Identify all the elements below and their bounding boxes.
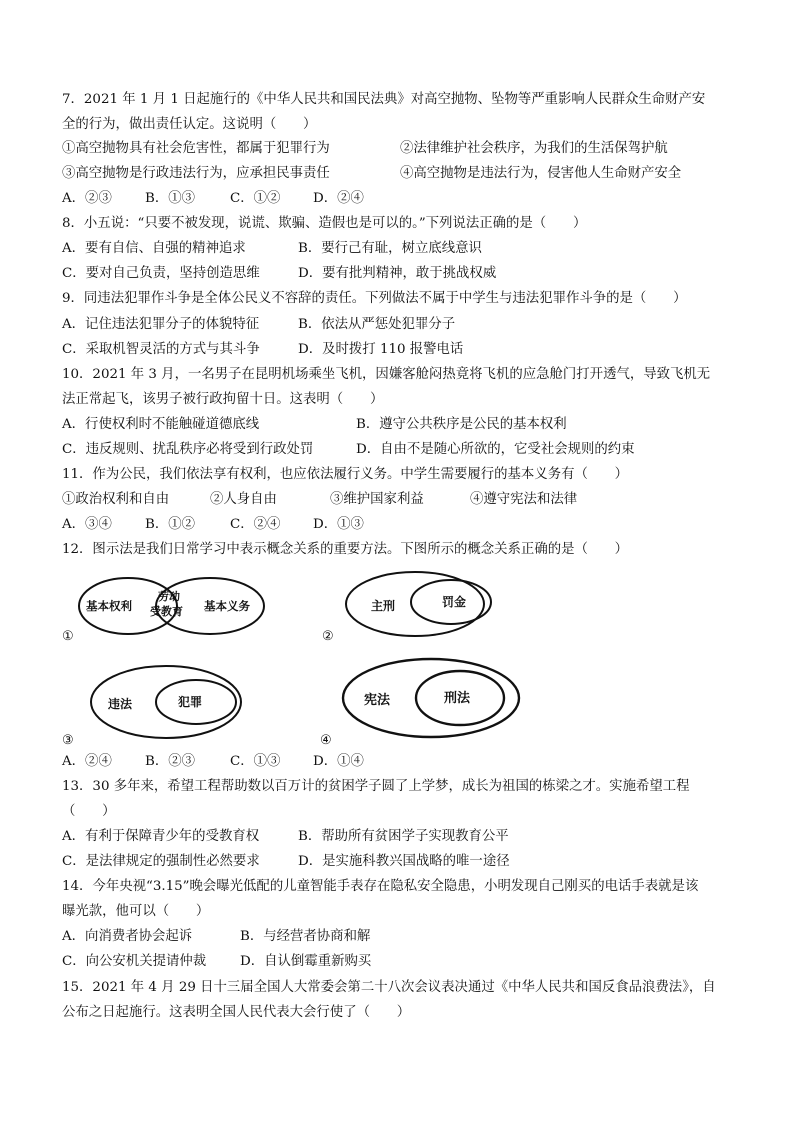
diagram-3-number: ③ bbox=[62, 733, 74, 748]
diagram-4 bbox=[320, 659, 519, 748]
q13-option-b: B．帮助所有贫困学子实现教育公平 bbox=[298, 829, 509, 844]
diagram-2-outer-label: 主刑 bbox=[371, 599, 396, 613]
q11-option-1: ①政治权利和自由 bbox=[62, 492, 170, 507]
q13-stem-line2: （ ） bbox=[62, 804, 116, 819]
diagram-1-mid-label-1: 劳动 bbox=[158, 590, 180, 603]
diagram-4-number: ④ bbox=[320, 733, 332, 748]
q12-stem: 12．图示法是我们日常学习中表示概念关系的重要方法。下图所示的概念关系正确的是（ ） bbox=[62, 542, 629, 557]
q12-answer-c: C．①③ bbox=[230, 754, 281, 769]
q7-stem-line2: 全的行为，做出责任认定。这说明（ ） bbox=[62, 117, 317, 132]
q7-option-3: ③高空抛物是行政违法行为，应承担民事责任 bbox=[62, 166, 330, 181]
q13-option-d: D．是实施科教兴国战略的唯一途径 bbox=[298, 854, 510, 869]
diagram-3-outer-label: 违法 bbox=[108, 697, 133, 711]
q11-option-4: ④遵守宪法和法律 bbox=[470, 492, 578, 507]
q15-stem-line2: 公布之日起施行。这表明全国人民代表大会行使了（ ） bbox=[62, 1005, 411, 1020]
diagram-1-left-label: 基本权利 bbox=[86, 599, 132, 613]
q13-option-a: A．有利于保障青少年的受教育权 bbox=[62, 829, 260, 844]
diagram-1 bbox=[62, 578, 264, 644]
diagram-1-right-label: 基本义务 bbox=[204, 599, 250, 613]
diagram-4-outer-label: 宪法 bbox=[364, 693, 391, 708]
q14-stem-line2: 曝光款，他可以（ ） bbox=[62, 904, 210, 919]
q10-option-d: D．自由不是随心所欲的，它受社会规则的约束 bbox=[356, 442, 635, 457]
q13-option-c: C．是法律规定的强制性必然要求 bbox=[62, 854, 260, 869]
q13-stem-line1: 13．30 多年来，希望工程帮助数以百万计的贫困学子圆了上学梦，成长为祖国的栋梁之才。实施希望工程 bbox=[62, 779, 690, 794]
q9-option-d: D．及时拨打 110 报警电话 bbox=[298, 342, 464, 357]
q12-answer-b: B．②③ bbox=[145, 754, 196, 769]
q11-answer-b: B．①② bbox=[145, 517, 196, 532]
q15-stem-line1: 15．2021 年 4 月 29 日十三届全国人大常委会第二十八次会议表决通过《中华人民共和国反食品浪费法》，自 bbox=[62, 980, 716, 995]
q11-option-3: ③维护国家利益 bbox=[330, 492, 424, 507]
q12-answer-d: D．①④ bbox=[313, 754, 364, 769]
diagram-2 bbox=[322, 572, 491, 644]
diagram-3 bbox=[62, 666, 241, 748]
q9-option-a: A．记住违法犯罪分子的体貌特征 bbox=[62, 317, 260, 332]
q10-option-c: C．违反规则、扰乱秩序必将受到行政处罚 bbox=[62, 442, 314, 457]
q8-option-c: C．要对自己负责，坚持创造思维 bbox=[62, 266, 260, 281]
q7-stem-line1: 7．2021 年 1 月 1 日起施行的《中华人民共和国民法典》对高空抛物、坠物等严重影响人民群众生命财产安 bbox=[62, 92, 706, 107]
q11-answer-d: D．①③ bbox=[313, 517, 364, 532]
q14-option-d: D．自认倒霉重新购买 bbox=[240, 954, 372, 969]
q7-option-2: ②法律维护社会秩序，为我们的生活保驾护航 bbox=[400, 141, 668, 156]
q8-option-b: B．要行己有耻，树立底线意识 bbox=[298, 241, 482, 256]
q9-option-c: C．采取机智灵活的方式与其斗争 bbox=[62, 342, 260, 357]
q7-answer-b: B．①③ bbox=[145, 191, 196, 206]
q8-option-d: D．要有批判精神，敢于挑战权威 bbox=[298, 266, 497, 281]
q11-answer-c: C．②④ bbox=[230, 517, 281, 532]
q8-stem: 8．小五说：“只要不被发现，说谎、欺骗、造假也是可以的。”下列说法正确的是（ ） bbox=[62, 216, 587, 231]
diagram-3-inner-label: 犯罪 bbox=[178, 695, 203, 709]
q11-option-2: ②人身自由 bbox=[210, 492, 277, 507]
q9-option-b: B．依法从严惩处犯罪分子 bbox=[298, 317, 456, 332]
diagram-1-mid-label-2: 受教育 bbox=[150, 605, 183, 618]
q14-option-c: C．向公安机关提请仲裁 bbox=[62, 954, 207, 969]
q8-option-a: A．要有自信、自强的精神追求 bbox=[62, 241, 246, 256]
q11-answer-a: A．③④ bbox=[62, 517, 112, 532]
q12-answer-a: A．②④ bbox=[62, 754, 112, 769]
q14-option-b: B．与经营者协商和解 bbox=[240, 929, 371, 944]
q7-option-4: ④高空抛物是违法行为，侵害他人生命财产安全 bbox=[400, 166, 682, 181]
diagram-2-inner-label: 罚金 bbox=[442, 595, 467, 609]
q7-answer-d: D．②④ bbox=[313, 191, 364, 206]
q14-stem-line1: 14．今年央视“3.15”晚会曝光低配的儿童智能手表存在隐私安全隐患，小明发现自己刚买的电话手表就是该 bbox=[62, 879, 699, 894]
diagram-2-number: ② bbox=[322, 629, 334, 644]
q9-stem: 9．同违法犯罪作斗争是全体公民义不容辞的责任。下列做法不属于中学生与违法犯罪作斗争的是（ ） bbox=[62, 291, 687, 306]
q10-stem-line1: 10．2021 年 3 月，一名男子在昆明机场乘坐飞机，因嫌客舱闷热竟将飞机的应急舱门打开透气，导致飞机无 bbox=[62, 367, 711, 382]
q10-option-a: A．行使权利时不能触碰道德底线 bbox=[62, 417, 260, 432]
q10-option-b: B．遵守公共秩序是公民的基本权利 bbox=[356, 417, 567, 432]
q14-option-a: A．向消费者协会起诉 bbox=[62, 929, 193, 944]
q7-answer-c: C．①② bbox=[230, 191, 281, 206]
q11-stem: 11．作为公民，我们依法享有权利，也应依法履行义务。中学生需要履行的基本义务有（ ） bbox=[62, 467, 629, 482]
q7-answer-a: A．②③ bbox=[62, 191, 112, 206]
q7-option-1: ①高空抛物具有社会危害性，都属于犯罪行为 bbox=[62, 141, 330, 156]
q10-stem-line2: 法正常起飞，该男子被行政拘留十日。这表明（ ） bbox=[62, 392, 384, 407]
diagram-1-number: ① bbox=[62, 629, 74, 644]
diagram-4-inner-label: 刑法 bbox=[444, 691, 471, 706]
